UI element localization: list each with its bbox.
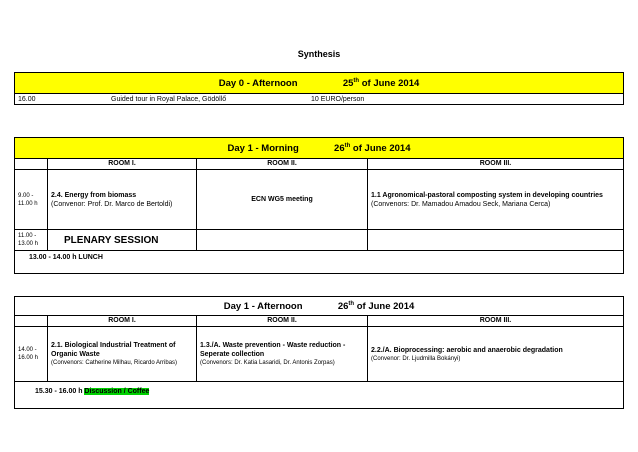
day1-afternoon-header-date-rest: of June 2014 <box>354 301 415 312</box>
afternoon-room2-title: 1.3./A. Waste prevention - Waste reduction - Seperate collection <box>200 342 346 358</box>
afternoon-room3-convenor: (Convenor: Dr. Ljudmilla Bokányi) <box>371 355 461 362</box>
day0-activity: Guided tour in Royal Palace, Gödöllő <box>111 96 227 103</box>
day1-afternoon-header-date-sup: th <box>348 301 355 307</box>
day0-price: 10 EURO/person <box>311 96 365 103</box>
morning-slot1-time: 9.00 - 11.00 h <box>14 169 48 230</box>
day0-time: 16.00 <box>18 96 36 103</box>
afternoon-room3-cell <box>367 326 624 382</box>
morning-plenary-session: PLENARY SESSION <box>47 229 197 251</box>
day1-morning-header-date-rest: of June 2014 <box>350 143 411 154</box>
morning-slot1-room3-convenor: (Convenors: Dr. Mamadou Amadou Seck, Mariana Cerca) <box>371 200 551 208</box>
afternoon-room2-header: ROOM II. <box>196 315 368 327</box>
afternoon-room2-cell <box>196 326 368 382</box>
afternoon-break-row <box>14 381 624 409</box>
day1-morning-header-day: Day 1 - Morning <box>227 143 299 154</box>
morning-room3-header: ROOM III. <box>367 158 624 170</box>
afternoon-room3-title: 2.2./A. Bioprocessing: aerobic and anaerobic degradation <box>371 346 563 354</box>
afternoon-room1-cell <box>47 326 197 382</box>
morning-room2-header: ROOM II. <box>196 158 368 170</box>
day0-header-day: Day 0 - Afternoon <box>218 78 298 89</box>
day1-morning-header-date-num: 26 <box>334 143 345 154</box>
morning-room1-header: ROOM I. <box>47 158 197 170</box>
afternoon-break-time: 15.30 - 16.00 h <box>35 388 85 395</box>
afternoon-slot-time: 14.00 - 16.00 h <box>14 326 48 382</box>
day0-header <box>14 72 624 94</box>
morning-lunch-row: 13.00 - 14.00 h LUNCH <box>14 250 624 274</box>
morning-slot1-room1-convenor: (Convenor: Prof. Dr. Marco de Bertoldi) <box>51 200 173 208</box>
morning-slot1-room1-title: 2.4. Energy from biomass <box>51 191 137 199</box>
day1-morning-header-date-sup: th <box>344 143 351 149</box>
afternoon-room1-convenor: (Convenors: Catherine Milhau, Ricardo Arribas) <box>51 360 178 366</box>
morning-slot2-time: 11.00 - 13.00 h <box>14 229 48 251</box>
day0-row <box>14 94 624 105</box>
day1-afternoon-header-day: Day 1 - Afternoon <box>223 301 303 312</box>
morning-slot1-room2: ECN WG5 meeting <box>196 169 368 230</box>
day0-header-date-rest: of June 2014 <box>359 78 420 89</box>
morning-slot2-room2-empty <box>196 229 368 251</box>
morning-slot2-room3-empty <box>367 229 624 251</box>
day1-morning-header <box>14 137 624 159</box>
morning-slot1-room1 <box>47 169 197 230</box>
day1-afternoon-header-date-num: 26 <box>337 301 349 312</box>
day1-afternoon-header <box>14 296 624 316</box>
day0-header-date-sup: th <box>353 78 360 84</box>
afternoon-room1-title: 2.1. Biological Industrial Treatment of Organic Waste <box>51 342 176 358</box>
day0-header-date-num: 25 <box>342 78 354 89</box>
afternoon-room3-header: ROOM III. <box>367 315 624 327</box>
morning-slot1-room3 <box>367 169 624 230</box>
afternoon-room1-header: ROOM I. <box>47 315 197 327</box>
page-title: Synthesis <box>297 49 341 59</box>
afternoon-room2-convenor: (Convenors: Dr. Katia Lasaridi, Dr. Antonis Zorpas) <box>200 360 335 366</box>
afternoon-break-label: Discussion / Coffee <box>84 388 150 395</box>
morning-slot1-room3-title: 1.1 Agronomical-pastoral composting system in developing countries <box>371 191 603 199</box>
